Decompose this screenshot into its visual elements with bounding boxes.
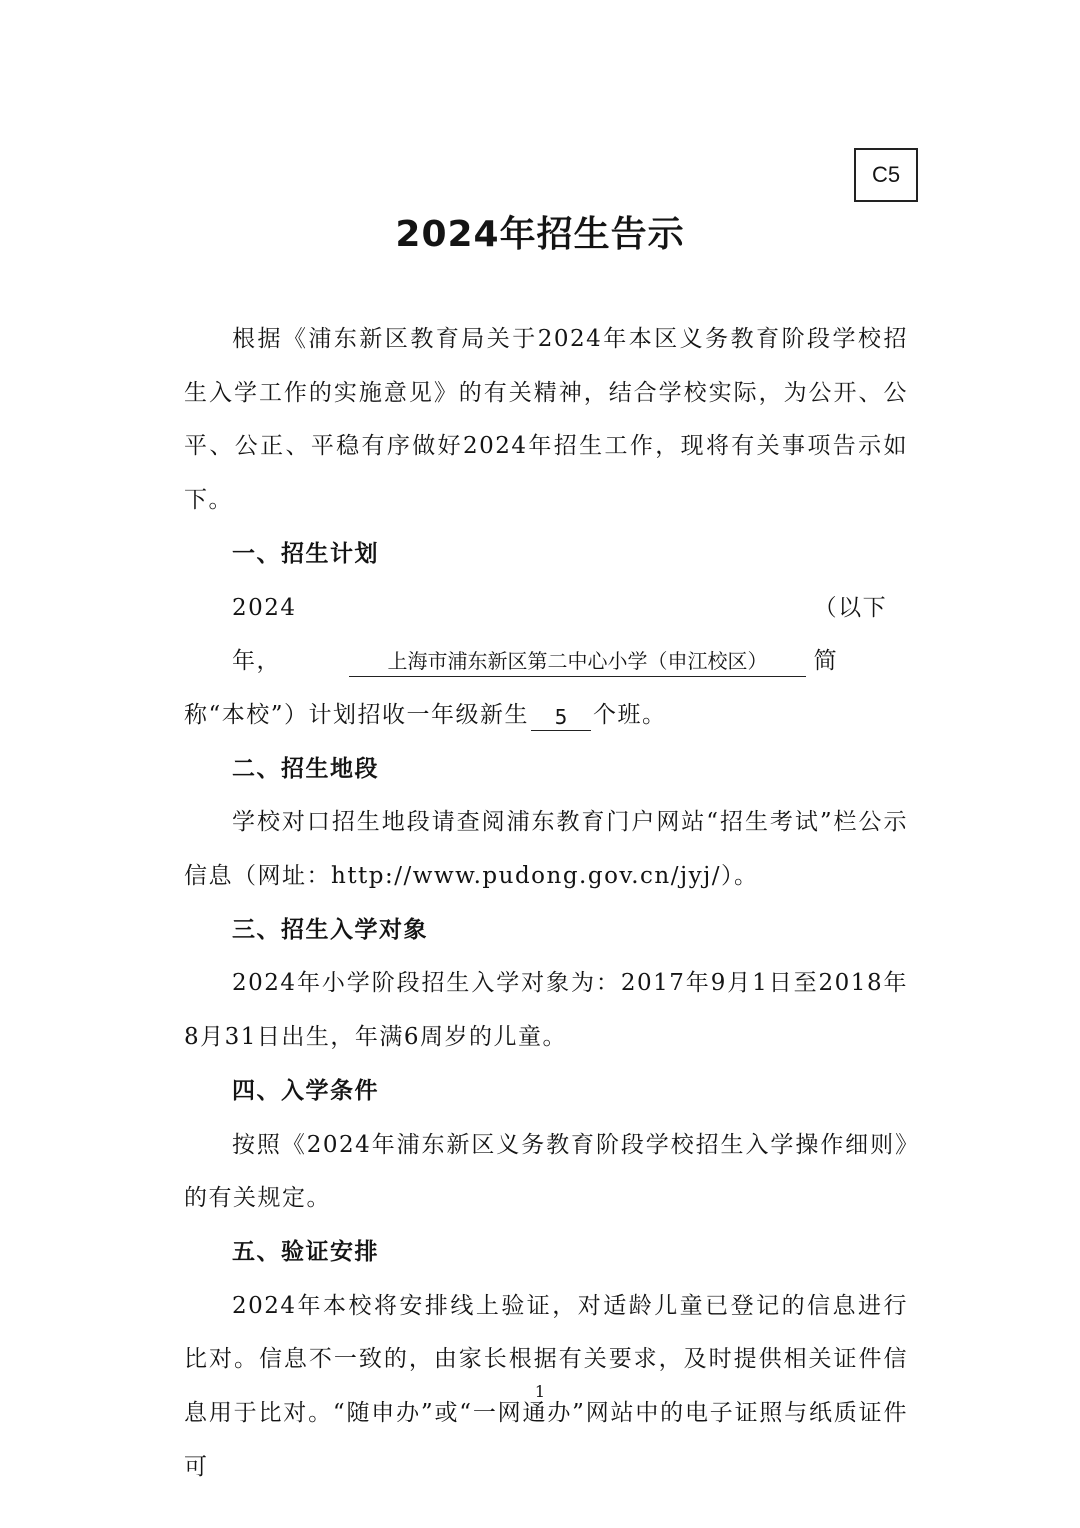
intro-paragraph: 根据《浦东新区教育局关于2024年本区义务教育阶段学校招生入学工作的实施意见》的有关精神，结合学校实际，为公开、公平、公正、平稳有序做好2024年招生工作，现将有关事项告示如下。	[184, 326, 908, 514]
admission-conditions-paragraph: 按照《2024年浦东新区义务教育阶段学校招生入学操作细则》的有关规定。	[184, 1131, 908, 1212]
section-heading-enrollment-zone: 二、招生地段	[232, 755, 379, 782]
section-heading-admission-conditions: 四、入学条件	[232, 1077, 379, 1104]
verification-paragraph: 2024年本校将安排线上验证，对适龄儿童已登记的信息进行比对。信息不一致的，由家长根据有关要求，及时提供相关证件信息用于比对。“随申办”或“一网通办”网站中的电子证照与纸质证件可	[184, 1292, 908, 1480]
document-code-box	[854, 148, 918, 202]
school-name-field: 上海市浦东新区第二中心小学（申江校区）	[349, 646, 805, 677]
eligible-students-paragraph: 2024年小学阶段招生入学对象为：2017年9月1日至2018年8月31日出生，年满6周岁的儿童。	[184, 970, 908, 1051]
section-heading-eligible-students: 三、招生入学对象	[232, 916, 428, 943]
page-number: 1	[534, 1382, 546, 1401]
enrollment-plan-line-2	[184, 689, 908, 743]
enrollment-plan-line-1	[184, 582, 908, 689]
class-count-field: 5	[531, 704, 591, 731]
enrollment-plan-line2-prefix: 称“本校”）计划招收一年级新生	[184, 701, 530, 728]
enrollment-zone-paragraph: 学校对口招生地段请查阅浦东教育门户网站“招生考试”栏公示信息（网址：http://www.pudong.gov.cn/jyj/）。	[184, 809, 908, 890]
enrollment-plan-suffix: （以下简	[813, 594, 888, 675]
document-title: 2024年招生告示	[395, 214, 685, 255]
document-body	[184, 313, 908, 1494]
enrollment-plan-line2-suffix: 个班。	[593, 701, 667, 728]
document-code: C5	[871, 162, 901, 187]
section-heading-verification: 五、验证安排	[232, 1238, 379, 1265]
section-heading-enrollment-plan: 一、招生计划	[232, 540, 379, 567]
enrollment-plan-prefix: 2024年，	[232, 594, 297, 675]
